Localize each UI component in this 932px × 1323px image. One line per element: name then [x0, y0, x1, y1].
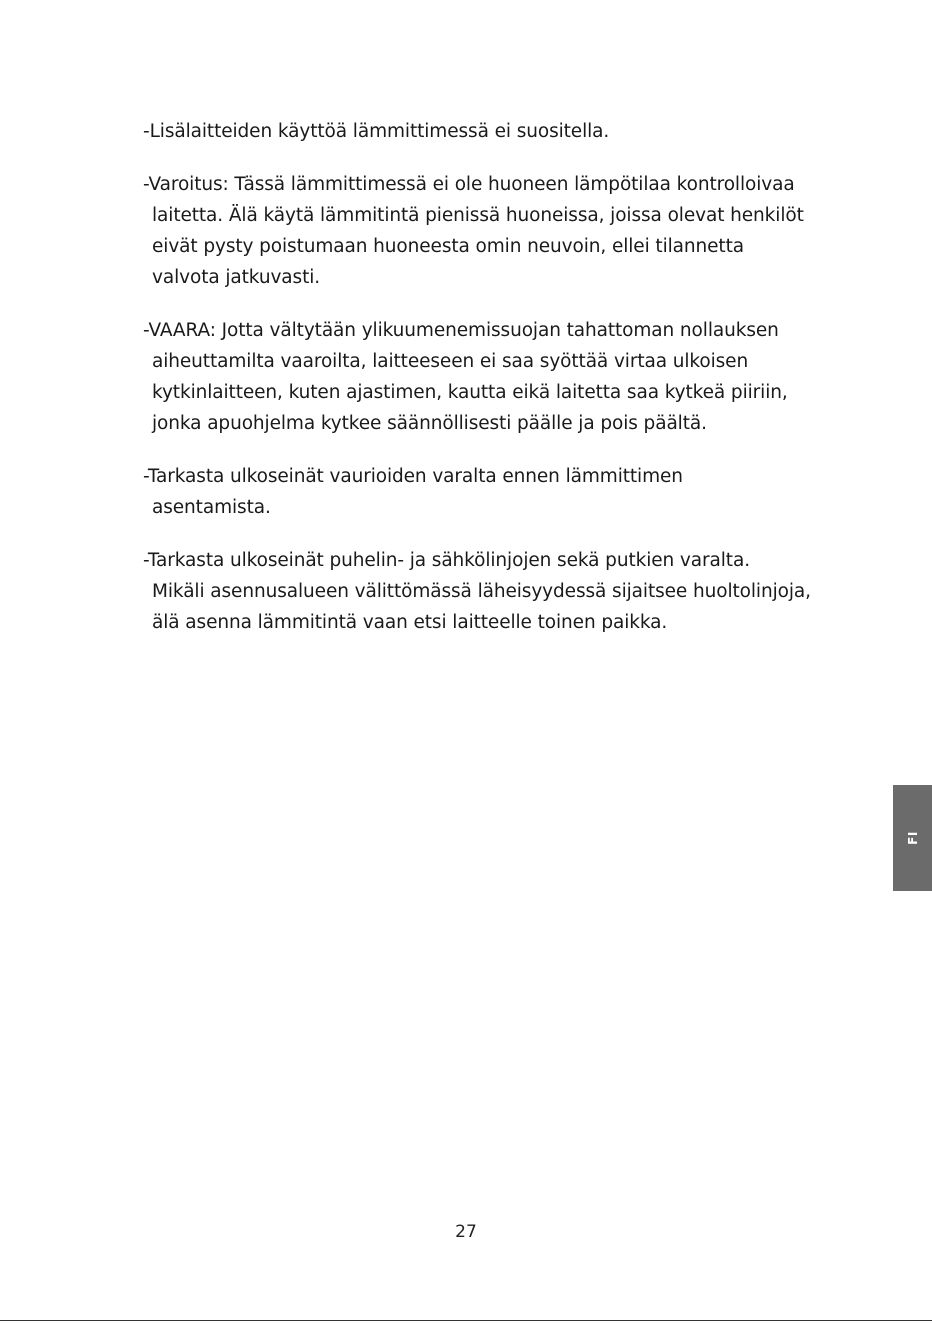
text-line: -VAARA: Jotta vältytään ylikuumenemissuojan tahattoman nollauksen	[143, 320, 779, 341]
paragraph-warning	[143, 169, 833, 293]
language-tab-label: FI	[905, 831, 920, 845]
text-line: valvota jatkuvasti.	[152, 267, 321, 288]
text-line: -Tarkasta ulkoseinät puhelin- ja sähkölinjojen sekä putkien varalta.	[143, 550, 750, 571]
document-body	[143, 116, 833, 660]
text-line: -Lisälaitteiden käyttöä lämmittimessä ei suositella.	[143, 121, 610, 142]
text-line: eivät pysty poistumaan huoneesta omin neuvoin, ellei tilannetta	[152, 236, 744, 257]
text-line: -Varoitus: Tässä lämmittimessä ei ole huoneen lämpötilaa kontrolloivaa	[143, 174, 795, 195]
paragraph-check-walls	[143, 461, 833, 523]
text-line: laitetta. Älä käytä lämmitintä pienissä huoneissa, joissa olevat henkilöt	[152, 205, 804, 226]
paragraph-danger	[143, 315, 833, 439]
text-line: älä asenna lämmitintä vaan etsi laitteelle toinen paikka.	[152, 612, 668, 633]
paragraph-check-lines	[143, 545, 833, 638]
paragraph-accessories	[143, 116, 833, 147]
text-line: -Tarkasta ulkoseinät vaurioiden varalta ennen lämmittimen	[143, 466, 683, 487]
language-tab	[893, 785, 932, 891]
text-line: jonka apuohjelma kytkee säännöllisesti päälle ja pois päältä.	[152, 413, 707, 434]
text-line: asentamista.	[152, 497, 271, 518]
text-line: kytkinlaitteen, kuten ajastimen, kautta eikä laitetta saa kytkeä piiriin,	[152, 382, 788, 403]
page-number: 27	[455, 1222, 477, 1242]
text-line: Mikäli asennusalueen välittömässä läheisyydessä sijaitsee huoltolinjoja,	[152, 581, 811, 602]
bottom-divider	[0, 1320, 932, 1321]
text-line: aiheuttamilta vaaroilta, laitteeseen ei saa syöttää virtaa ulkoisen	[152, 351, 749, 372]
